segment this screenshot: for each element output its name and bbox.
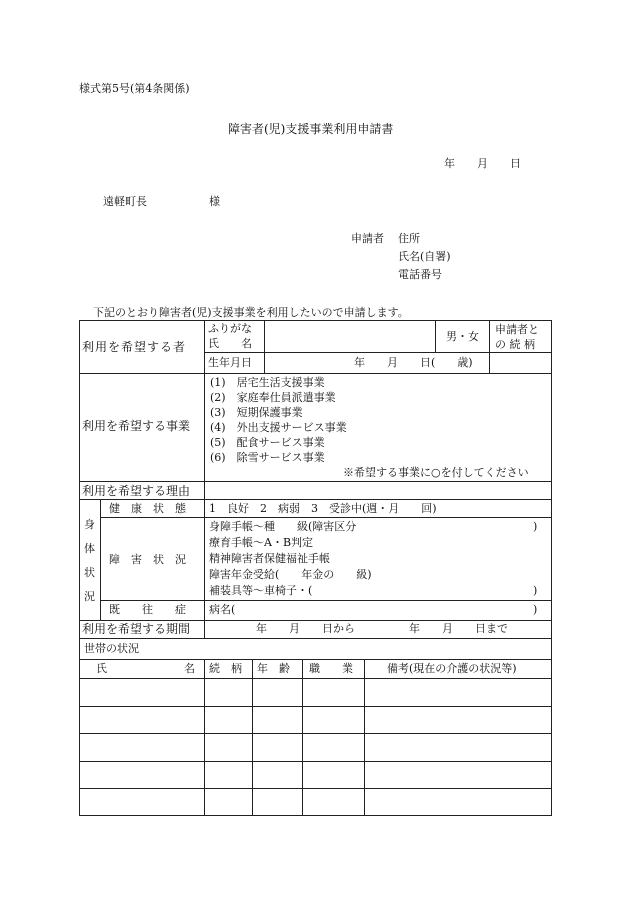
history-label: 既 往 症 <box>109 603 186 616</box>
household-header-name: 氏 名 <box>96 662 195 675</box>
form-number: 様式第5号(第4条関係) <box>79 82 190 95</box>
applicant-phone-label: 電話番号 <box>398 268 442 281</box>
date-line: 年 月 日 <box>444 157 521 170</box>
addressee-honorific: 様 <box>209 195 220 208</box>
relation-label-line1: 申請者と <box>495 323 539 336</box>
history-value[interactable]: 病名( <box>209 603 236 616</box>
person-label: 利用を希望する者 <box>82 340 187 354</box>
services-note: ※希望する事業に○を付してください <box>343 466 529 479</box>
body-label-char: 状 <box>84 566 95 579</box>
household-label: 世帯の状況 <box>84 642 139 655</box>
reason-label: 利用を希望する理由 <box>82 484 191 498</box>
period-to[interactable]: 年 月 日まで <box>409 622 508 635</box>
body-label-char: 況 <box>84 590 95 603</box>
birth-value[interactable]: 年 月 日( 歳) <box>354 356 473 369</box>
period-label: 利用を希望する期間 <box>82 622 191 636</box>
disability-line[interactable]: 障害年金受給( 年金の 級) <box>209 568 372 581</box>
applicant-name-label: 氏名(自署) <box>398 250 451 263</box>
applicant-address-label: 住所 <box>398 232 420 245</box>
household-header-job: 職 業 <box>309 662 353 675</box>
health-label: 健 康 状 態 <box>109 502 186 515</box>
body-label-char: 身 <box>84 518 95 531</box>
addressee-name: 遠軽町長 <box>103 195 147 208</box>
service-item[interactable]: (2) 家庭奉仕員派遣事業 <box>210 391 336 404</box>
body-label-char: 体 <box>84 542 95 555</box>
disability-line[interactable]: 精神障害者保健福祉手帳 <box>209 552 330 565</box>
disability-label: 障 害 状 況 <box>109 553 186 566</box>
intro-text: 下記のとおり障害者(児)支援事業を利用したいので申請します。 <box>93 306 409 319</box>
disability-line[interactable]: 療育手帳～A・B判定 <box>209 536 314 549</box>
close-paren: ) <box>533 603 538 616</box>
applicant-label: 申請者 <box>351 232 384 245</box>
disability-line[interactable]: 身障手帳～種 級(障害区分 <box>209 520 357 533</box>
service-item[interactable]: (6) 除雪サービス事業 <box>210 451 325 464</box>
close-paren: ) <box>533 584 538 597</box>
disability-line[interactable]: 補装具等～車椅子・( <box>209 584 313 597</box>
relation-label-line2: の 続 柄 <box>495 338 535 351</box>
services-label: 利用を希望する事業 <box>82 419 191 433</box>
document-title: 障害者(児)支援事業利用申請書 <box>228 122 394 136</box>
service-item[interactable]: (5) 配食サービス事業 <box>210 436 325 449</box>
period-from[interactable]: 年 月 日から <box>256 622 355 635</box>
service-item[interactable]: (1) 居宅生活支援事業 <box>210 376 325 389</box>
household-header-age: 年 齢 <box>257 662 290 675</box>
household-header-relation: 続 柄 <box>209 662 242 675</box>
close-paren: ) <box>533 520 538 533</box>
service-item[interactable]: (4) 外出支援サービス事業 <box>210 421 347 434</box>
service-item[interactable]: (3) 短期保護事業 <box>210 406 303 419</box>
name-label: 氏 名 <box>208 337 252 350</box>
furigana-label: ふりがな <box>208 322 252 335</box>
household-header-note: 備考(現在の介護の状況等) <box>387 662 517 675</box>
gender-field[interactable]: 男・女 <box>446 330 479 343</box>
birth-label: 生年月日 <box>208 356 252 369</box>
health-value[interactable]: 1 良好 2 病弱 3 受診中(週・月 回) <box>209 502 437 515</box>
